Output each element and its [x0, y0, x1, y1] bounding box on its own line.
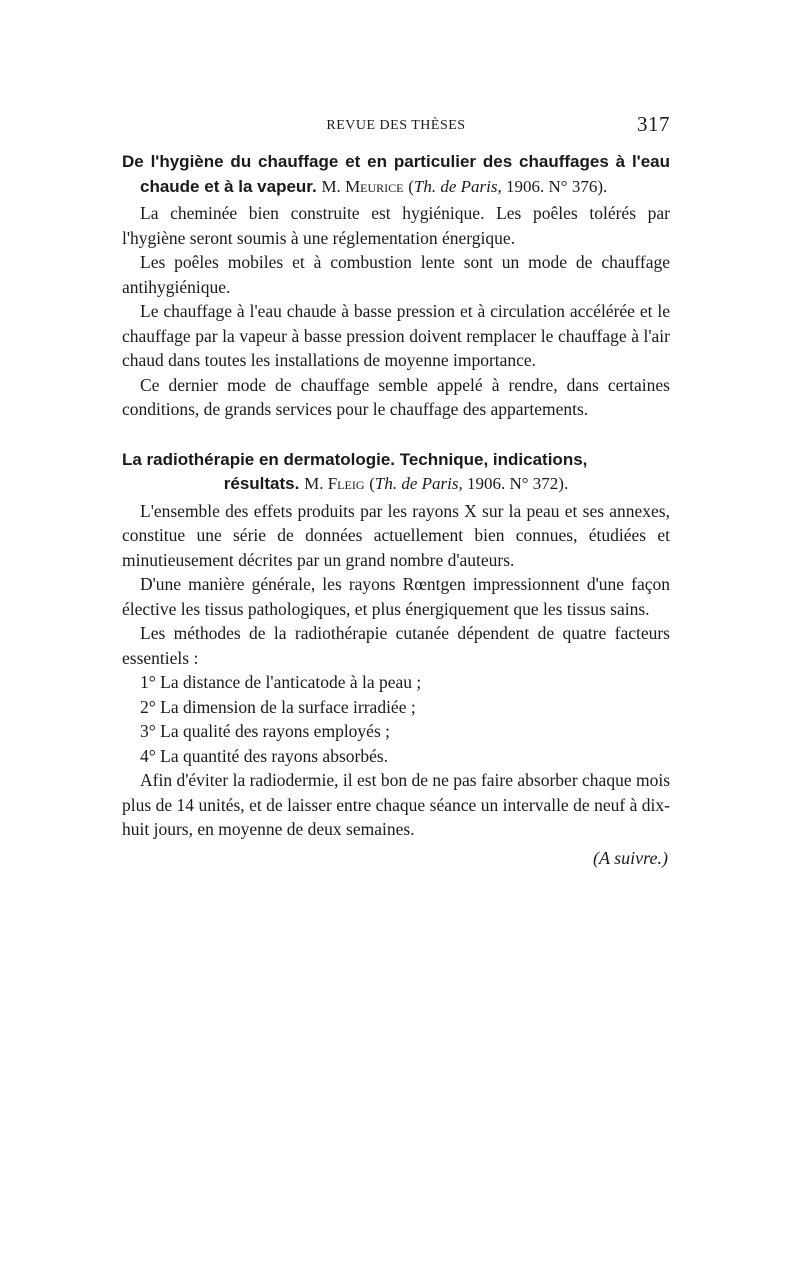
title-line-2: résultats. [223, 474, 300, 493]
paragraph: L'ensemble des effets produits par les rayons X sur la peau et ses annexes, constitue une série de données actuellement bien connues, étudiées et minutieusement décrites par un grand nombre d'auteurs. [122, 500, 670, 570]
article-title [122, 150, 670, 199]
factor-item: 4° La quantité des rayons absorbés. [140, 745, 389, 766]
running-title: REVUE DES THÈSES [326, 118, 466, 133]
article-title [122, 448, 670, 497]
title-line-1: La radiothérapie en dermatologie. Technique, indications, [122, 449, 588, 469]
reference-rest: 1906. N° 372). [462, 474, 569, 493]
title-line-2-wrapper [122, 472, 670, 497]
author-prefix: M. [304, 474, 324, 493]
factor-item: 3° La qualité des rayons employés ; [140, 721, 390, 741]
title-text: De l'hygiène du chauffage et en particulier des chauffages à l'eau chaude et à la vapeur. [122, 152, 670, 196]
author [321, 177, 403, 196]
author-name: Fleig [327, 474, 365, 493]
running-head [122, 112, 670, 142]
article-radiotherapie [122, 448, 670, 871]
paragraph: Les poêles mobiles et à combustion lente sont un mode de chauffage antihygiénique. [122, 252, 670, 297]
author [304, 474, 364, 493]
article-hygiene-chauffage [122, 150, 670, 422]
paragraph: Le chauffage à l'eau chaude à basse pression et à circulation accélérée et le chauffage par la vapeur à basse pression doivent remplacer le chauffage à l'air chaud dans toutes les installations de moyenne importance. [122, 301, 670, 370]
continuation-note [122, 846, 670, 871]
reference-open: ( [408, 176, 414, 196]
section-gap [122, 422, 670, 440]
reference [369, 474, 568, 493]
author-name: Meurice [345, 176, 404, 196]
factor-item: 2° La dimension de la surface irradiée ; [140, 696, 416, 717]
paragraph: La cheminée bien construite est hygiénique. Les poêles tolérés par l'hygiène seront soumis à une réglementation énergique. [122, 203, 670, 248]
reference-open: ( [369, 474, 375, 493]
reference-rest: 1906. N° 376). [501, 176, 608, 196]
closing-paragraph: Afin d'éviter la radiodermie, il est bon de ne pas faire absorber chaque mois plus de 14 unités, et de laisser entre chaque séance un intervalle de neuf à dix-huit jours, en moyenne de deux semaines. [122, 770, 670, 839]
reference-journal: Th. de Paris, [413, 176, 502, 196]
paragraph: D'une manière générale, les rayons Rœntgen impressionnent d'une façon élective les tissus pathologiques, et plus énergiquement que les tissus sains. [122, 574, 670, 619]
page-number: 317 [637, 112, 670, 136]
continuation-text: (A suivre.) [593, 847, 668, 868]
paragraph: Les méthodes de la radiothérapie cutanée dépendent de quatre facteurs essentiels : [122, 623, 670, 668]
paragraph: Ce dernier mode de chauffage semble appelé à rendre, dans certaines conditions, de grands services pour le chauffage des appartements. [122, 374, 670, 419]
reference [408, 177, 607, 196]
factor-item: 1° La distance de l'anticatode à la peau ; [140, 672, 422, 692]
page [122, 112, 670, 870]
author-prefix: M. [321, 176, 341, 196]
reference-journal: Th. de Paris, [374, 474, 463, 493]
